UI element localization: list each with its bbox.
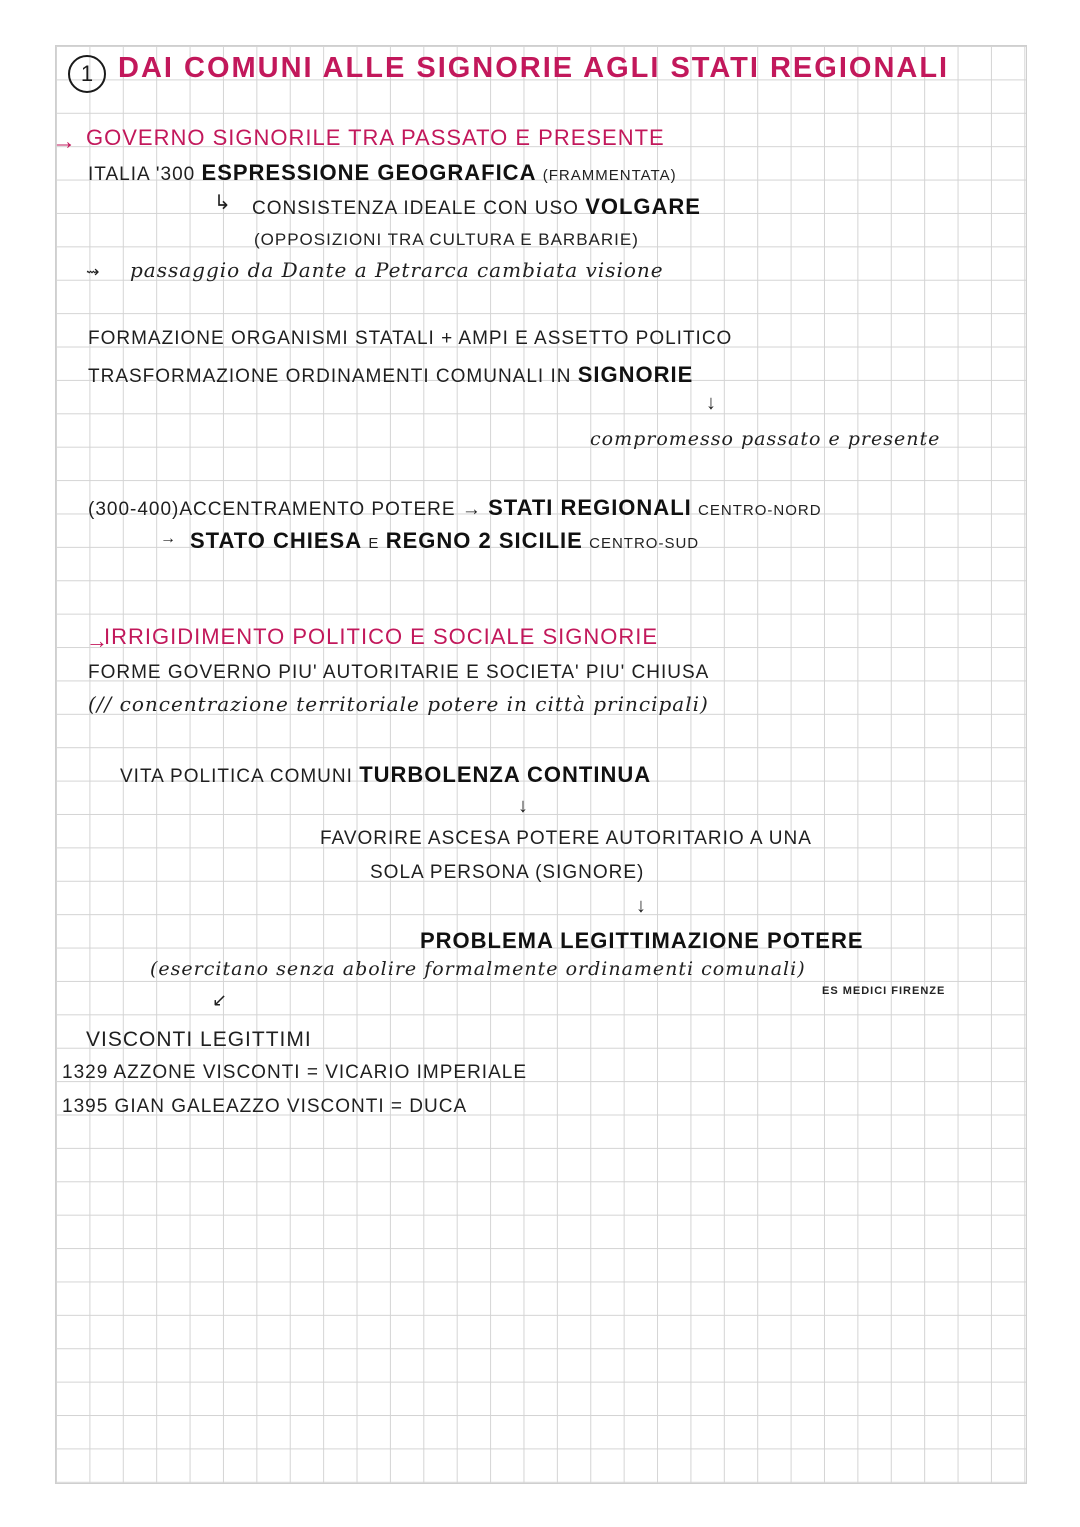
accentramento-bold: STATI REGIONALI (488, 495, 692, 520)
opposizioni-line: (OPPOSIZIONI TRA CULTURA E BARBARIE) (254, 230, 639, 249)
es-medici-note: ES MEDICI FIRENZE (822, 985, 946, 997)
trasformazione-bold: SIGNORIE (577, 362, 694, 387)
down-left-arrow-icon: ↙ (212, 990, 228, 1010)
problema-line: PROBLEMA LEGITTIMAZIONE POTERE (420, 928, 864, 953)
implies-arrow-icon: ⇝ (86, 264, 100, 281)
stato-chiesa-bold: STATO CHIESA (190, 528, 363, 553)
stato-chiesa-line (190, 528, 699, 554)
visconti-line-2: 1395 GIAN GALEAZZO VISCONTI = DUCA (62, 1096, 468, 1117)
consistenza-bold: VOLGARE (585, 194, 701, 219)
vita-prefix: VITA POLITICA COMUNI (120, 766, 353, 787)
italia-prefix: ITALIA '300 (88, 164, 196, 185)
trasformazione-line (88, 362, 693, 388)
visconti-heading: VISCONTI LEGITTIMI (86, 1028, 312, 1051)
visconti-line-1: 1329 AZZONE VISCONTI = VICARIO IMPERIALE (62, 1062, 527, 1083)
down-arrow-icon: ↓ (636, 895, 646, 917)
passaggio-line: passaggio da Dante a Petrarca cambiata visione (130, 258, 664, 282)
concentrazione-line: (// concentrazione territoriale potere in città principali) (88, 692, 709, 716)
down-arrow-icon: ↓ (518, 795, 528, 817)
favorire-line-2: SOLA PERSONA (SIGNORE) (370, 862, 645, 883)
italia-bold: ESPRESSIONE GEOGRAFICA (201, 160, 537, 185)
section-arrow-icon: → (86, 628, 108, 653)
italia-line (88, 160, 677, 186)
formazione-line: FORMAZIONE ORGANISMI STATALI + AMPI E ASSETTO POLITICO (88, 328, 733, 349)
down-arrow-icon: ↓ (706, 392, 716, 414)
section-heading-irrigidimento: IRRIGIDIMENTO POLITICO E SOCIALE SIGNORIE (104, 624, 659, 649)
compromesso-line: compromesso passato e presente (590, 428, 941, 450)
italia-note: (FRAMMENTATA) (542, 167, 677, 184)
vita-line (120, 762, 651, 788)
stato-e: E (368, 535, 380, 552)
corner-arrow-icon: ↳ (214, 192, 231, 214)
page-title: DAI COMUNI ALLE SIGNORIE AGLI STATI REGIONALI (118, 52, 950, 84)
favorire-line-1: FAVORIRE ASCESA POTERE AUTORITARIO A UNA (320, 828, 812, 849)
regno-note: CENTRO-SUD (589, 535, 700, 552)
trasformazione-prefix: TRASFORMAZIONE ORDINAMENTI COMUNALI IN (88, 366, 572, 387)
forme-line: FORME GOVERNO PIU' AUTORITARIE E SOCIETA' PIU' CHIUSA (88, 662, 710, 683)
accentramento-line (88, 495, 822, 521)
accentramento-note: CENTRO-NORD (698, 502, 822, 519)
section-number: 1 (68, 55, 106, 93)
regno-bold: REGNO 2 SICILIE (385, 528, 583, 553)
accentramento-prefix: (300-400)ACCENTRAMENTO POTERE → (88, 499, 482, 520)
vita-bold: TURBOLENZA CONTINUA (359, 762, 652, 787)
section-arrow-icon: → (52, 128, 76, 155)
right-arrow-icon: → (160, 530, 176, 547)
consistenza-line (252, 194, 701, 220)
esercitano-line: (esercitano senza abolire formalmente ordinamenti comunali) (150, 958, 806, 980)
section-heading-governo: GOVERNO SIGNORILE TRA PASSATO E PRESENTE (86, 125, 665, 150)
consistenza-prefix: CONSISTENZA IDEALE CON USO (252, 198, 579, 219)
